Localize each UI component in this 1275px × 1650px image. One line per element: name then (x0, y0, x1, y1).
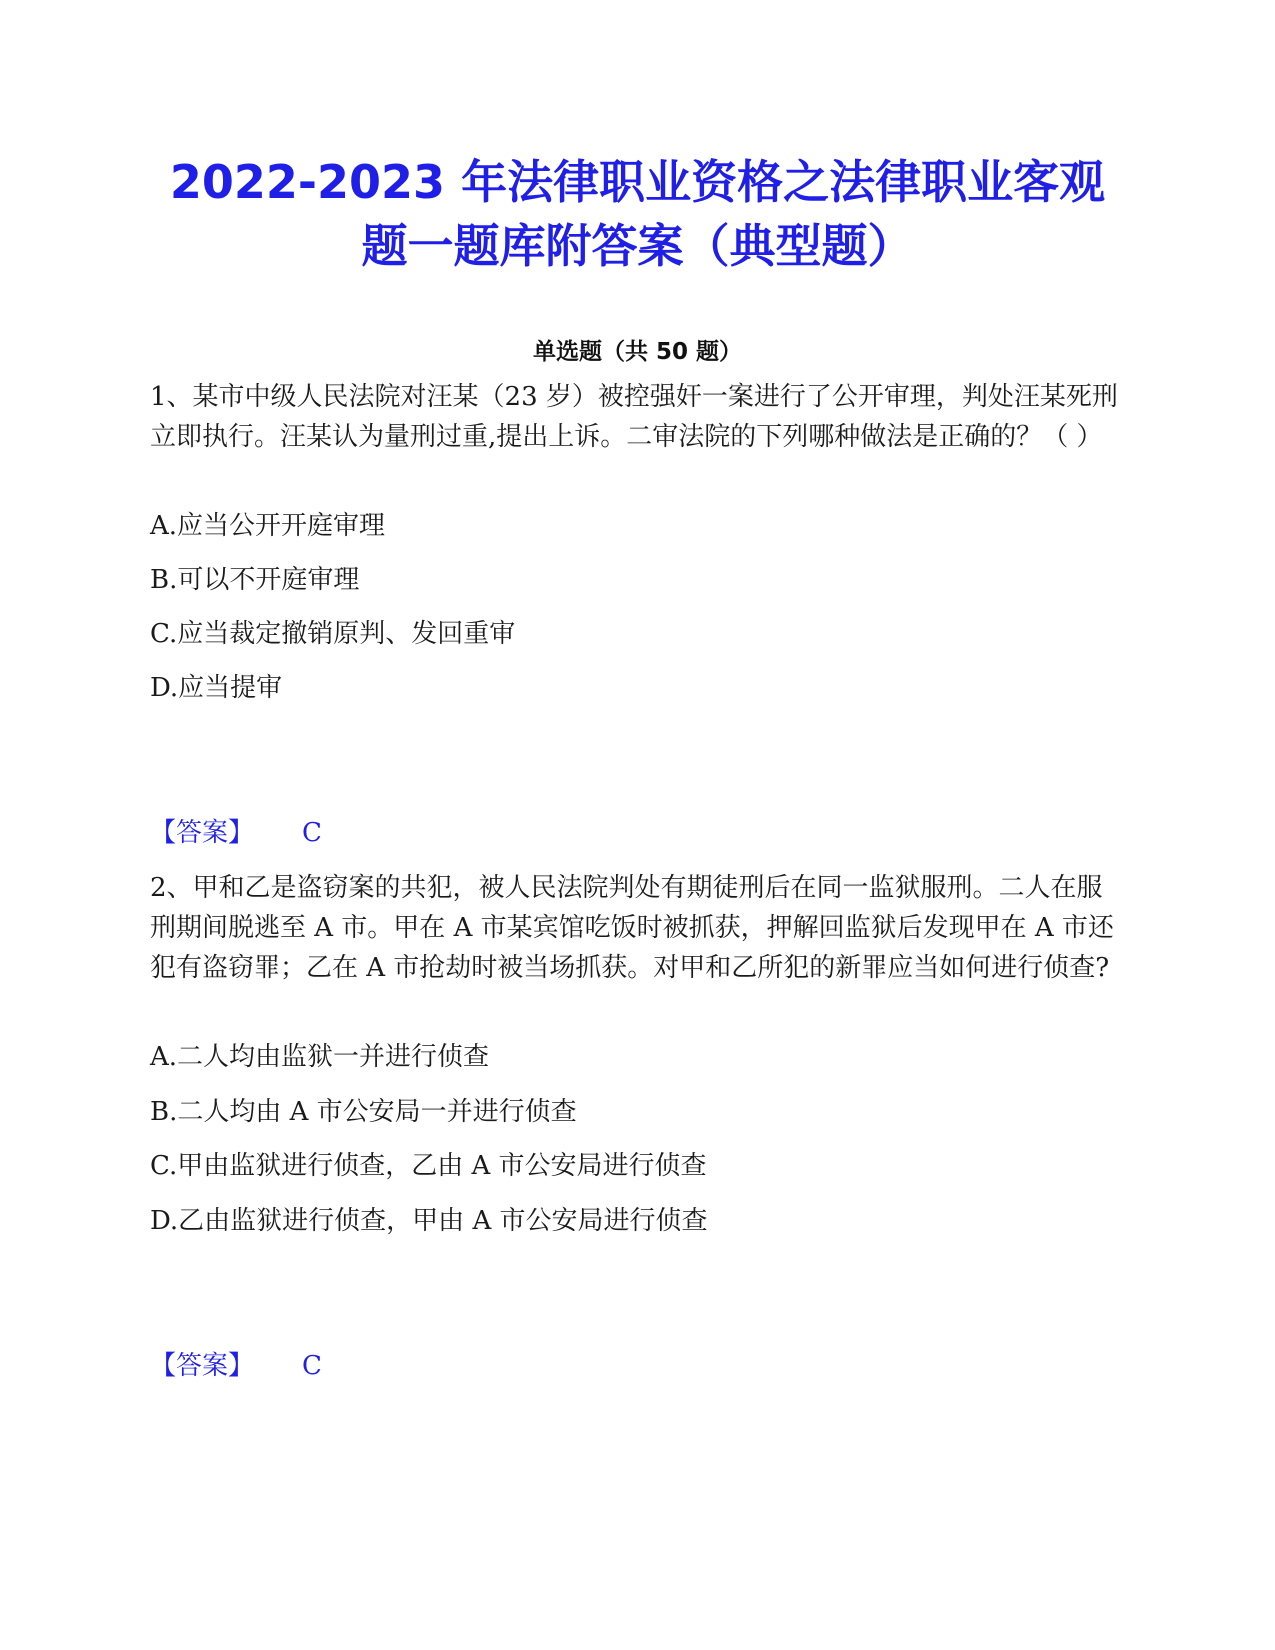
answer-value: C (302, 818, 322, 848)
answer-label: 【答案】 (150, 818, 255, 848)
question-1-option-a: A.应当公开开庭审理 (150, 511, 386, 541)
question-1-option-b: B.可以不开庭审理 (150, 565, 360, 595)
question-2-option-d: D.乙由监狱进行侦查，甲由 A 市公安局进行侦查 (150, 1206, 708, 1236)
question-1-option-c: C.应当裁定撤销原判、发回重审 (150, 619, 516, 649)
document-title-line-2: 题一题库附答案（典型题） (361, 219, 914, 273)
question-2-option-c: C.甲由监狱进行侦查，乙由 A 市公安局进行侦查 (150, 1151, 707, 1181)
answer-value: C (302, 1351, 322, 1381)
document-title-line-1: 2022-2023 年法律职业资格之法律职业客观 (169, 155, 1106, 209)
question-1-answer (150, 816, 322, 850)
answer-label: 【答案】 (150, 1351, 255, 1381)
question-1-option-d: D.应当提审 (150, 673, 283, 703)
question-2-option-a: A.二人均由监狱一并进行侦查 (150, 1042, 490, 1072)
document-title (140, 150, 1135, 278)
question-1-stem: 1、某市中级人民法院对汪某（23 岁）被控强奸一案进行了公开审理，判处汪某死刑立即执行。汪某认为量刑过重,提出上诉。二审法院的下列哪种做法是正确的？（ ） (150, 382, 1118, 452)
question-2-stem: 2、甲和乙是盗窃案的共犯，被人民法院判处有期徒刑后在同一监狱服刑。二人在服刑期间脱逃至 A 市。甲在 A 市某宾馆吃饭时被抓获，押解回监狱后发现甲在 A 市还犯有盗窃罪；乙在 A 市抢劫时被当场抓获。对甲和乙所犯的新罪应当如何进行侦查? (150, 873, 1114, 983)
section-heading: 单选题（共 50 题） (532, 339, 743, 365)
question-2-answer (150, 1349, 322, 1383)
question-2-option-b: B.二人均由 A 市公安局一并进行侦查 (150, 1097, 577, 1127)
